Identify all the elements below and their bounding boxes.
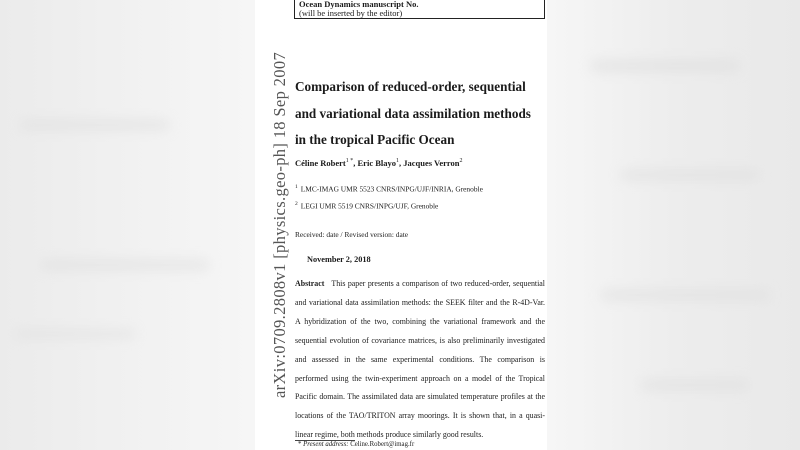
author-name: Jacques Verron xyxy=(403,158,460,168)
author-name: Céline Robert xyxy=(295,158,346,168)
footnote xyxy=(298,441,414,448)
abstract xyxy=(295,275,545,445)
blur-shape xyxy=(640,380,750,390)
background-left xyxy=(0,0,255,450)
footnote-label: Present address: xyxy=(303,441,349,448)
author-affiliation-mark: 1 * xyxy=(345,158,354,165)
footnote-mark: * xyxy=(298,441,302,448)
arxiv-stamp-text: arXiv:0709.2808v1 [physics.geo-ph] 18 Sep 2007 xyxy=(270,51,289,398)
affiliation-number: 1 xyxy=(295,184,298,190)
blur-shape xyxy=(40,260,210,270)
blur-shape xyxy=(20,120,170,130)
blur-shape xyxy=(15,330,135,338)
affiliation xyxy=(295,201,438,210)
author-affiliation-mark: 2 xyxy=(459,158,463,165)
paper-title: Comparison of reduced-order, sequential and variational data assimilation methods in the tropical Pacific Ocean xyxy=(295,79,531,147)
author-name: Eric Blayo xyxy=(357,158,396,168)
affiliation-text: LMC-IMAG UMR 5523 CNRS/INPG/UJF/INRIA, Grenoble xyxy=(300,184,483,194)
affiliation-text: LEGI UMR 5519 CNRS/INPG/UJF, Grenoble xyxy=(300,201,439,211)
abstract-text: This paper presents a comparison of two reduced-order, sequential and variational data assimilation methods: the SEEK filter and the R-4D-Var. A hybridization of the two, combining the variational framework and the sequential evolution of covariance matrices, is also preliminarily investigated and assessed in the same experimental conditions. The comparison is performed using the twin-experiment approach on a model of the Tropical Pacific domain. The assimilated data are simulated temperature profiles at the locations of the TAO/TRITON array moorings. It is shown that, in a quasi-linear regime, both methods produce similarly good results. xyxy=(295,279,545,440)
author-affiliation-mark: 1 xyxy=(396,158,399,165)
manuscript-header-box xyxy=(294,0,545,19)
manuscript-editor-line: (will be inserted by the editor) xyxy=(299,8,403,18)
blur-shape xyxy=(600,290,770,300)
footnote-email: Celine.Robert@imag.fr xyxy=(350,441,415,448)
received-line: Received: date / Revised version: date xyxy=(295,230,409,239)
blur-shape xyxy=(620,170,760,180)
affiliation-number: 2 xyxy=(295,201,298,207)
abstract-label: Abstract xyxy=(295,279,325,288)
blur-shape xyxy=(590,60,740,72)
author-list: Céline Robert$^{1 *}$, Eric Blayo$^1$, Jacques Verron$^2$ xyxy=(295,158,463,168)
manuscript-journal-line: Ocean Dynamics manuscript No. xyxy=(299,0,419,9)
affiliation xyxy=(295,184,483,193)
paper-date: November 2, 2018 xyxy=(307,255,371,264)
